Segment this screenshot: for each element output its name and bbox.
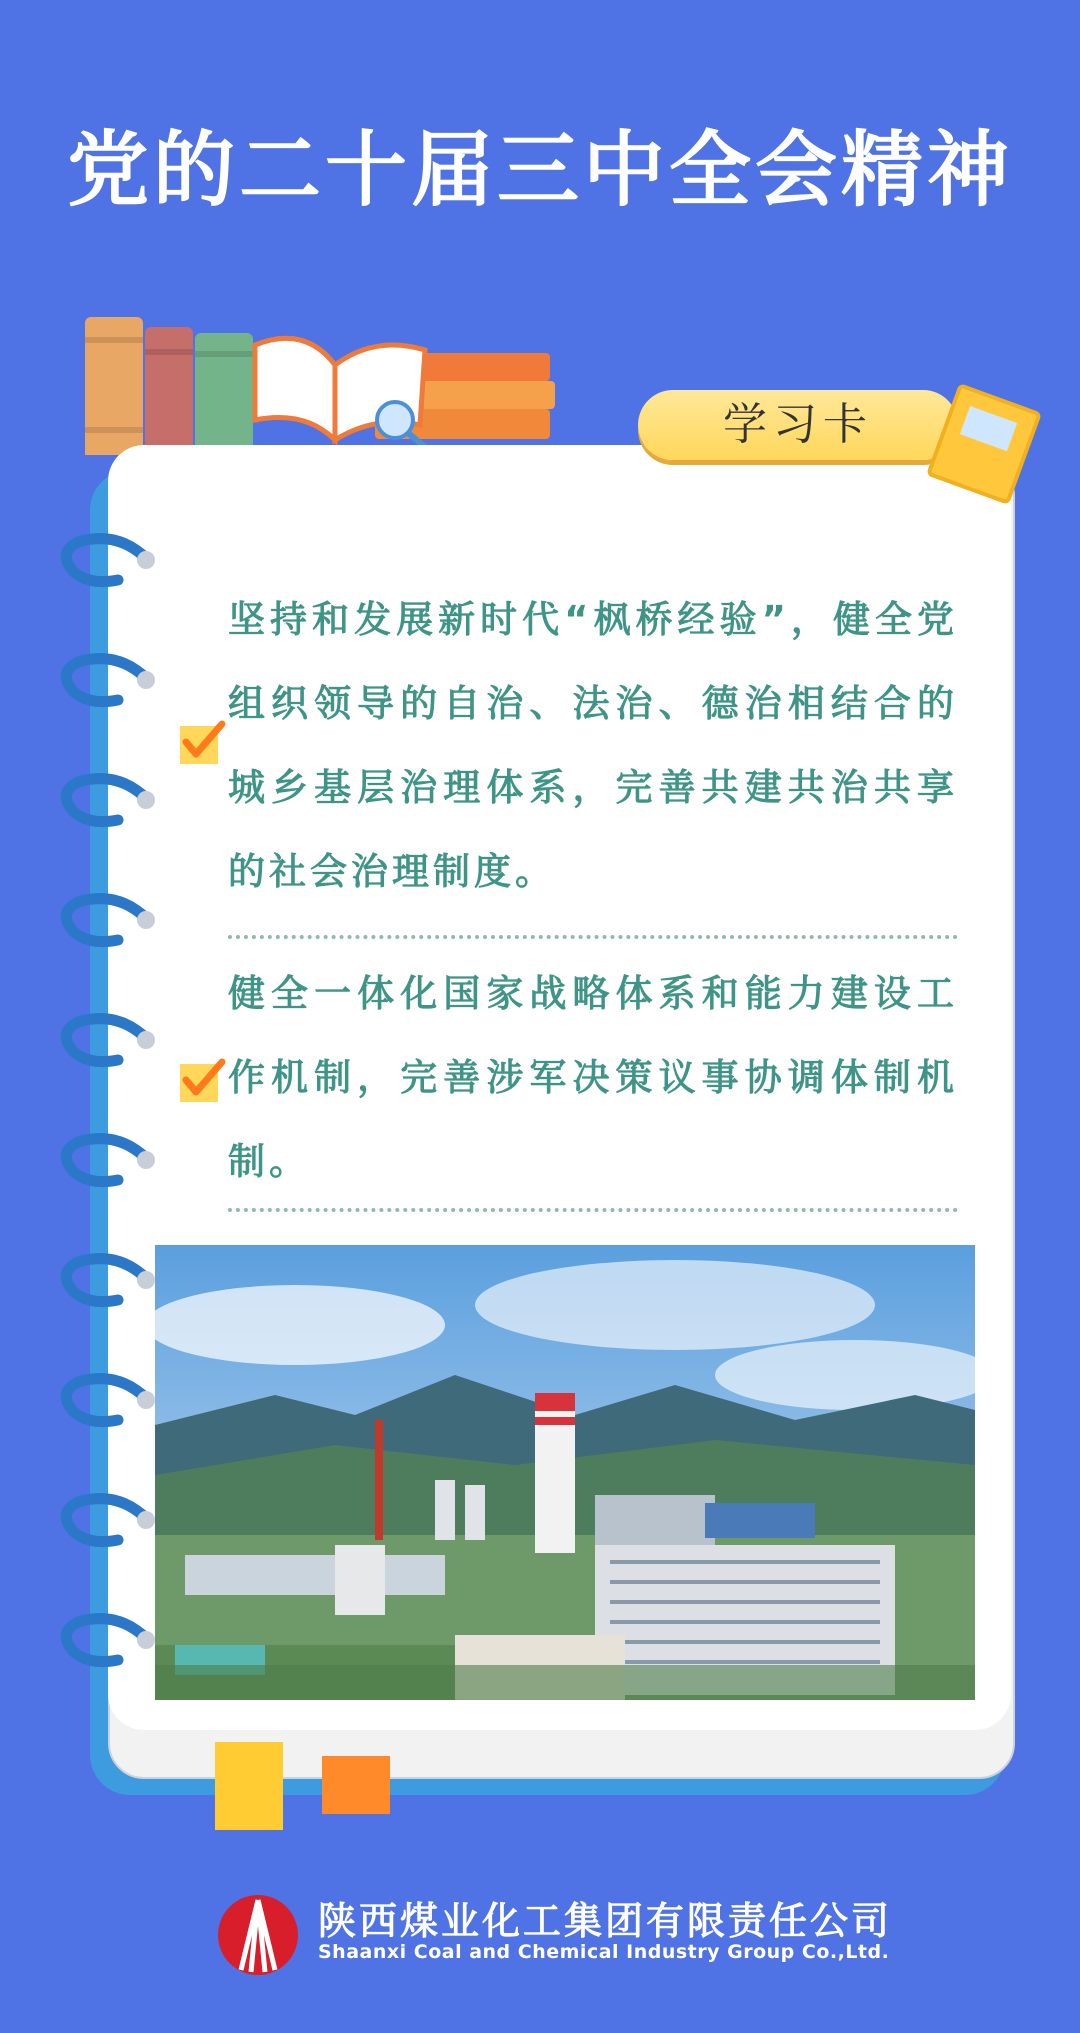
study-card-badge: 学习卡 <box>638 390 958 460</box>
ring-icon <box>58 1490 158 1550</box>
page-title: 党的二十届三中全会精神 <box>66 123 1013 218</box>
item-text: 健全一体化国家战略体系和能力建设工作机制，完善涉军决策议事协调体制机制。 <box>228 972 958 1183</box>
ring-icon <box>58 890 158 950</box>
company-logo-icon <box>215 1892 301 1978</box>
ring-icon <box>58 1610 158 1670</box>
industrial-plant-photo <box>155 1245 975 1700</box>
item-text: 坚持和发展新时代“枫桥经验”，健全党组织领导的自治、法治、德治相结合的城乡基层治理体系，完善共建共治共享的社会治理制度。 <box>228 598 958 893</box>
checkmark-icon <box>178 1056 226 1104</box>
ring-icon <box>58 1010 158 1070</box>
books-illustration <box>85 305 565 455</box>
ring-icon <box>58 1250 158 1310</box>
ring-icon <box>58 1130 158 1190</box>
company-name-cn: 陕西煤业化工集团有限责任公司 <box>318 1899 893 1943</box>
ring-icon <box>58 1370 158 1430</box>
dotted-divider <box>228 935 958 939</box>
notebook-tab-yellow <box>215 1742 283 1830</box>
dotted-divider <box>228 1208 958 1212</box>
ring-icon <box>58 650 158 710</box>
company-name-en: Shaanxi Coal and Chemical Industry Group Co.,Ltd. <box>318 1941 890 1963</box>
notebook-tab-orange <box>322 1756 390 1814</box>
checkmark-icon <box>178 718 226 766</box>
ring-icon <box>58 770 158 830</box>
spiral-rings <box>58 530 158 1730</box>
ring-icon <box>58 530 158 590</box>
